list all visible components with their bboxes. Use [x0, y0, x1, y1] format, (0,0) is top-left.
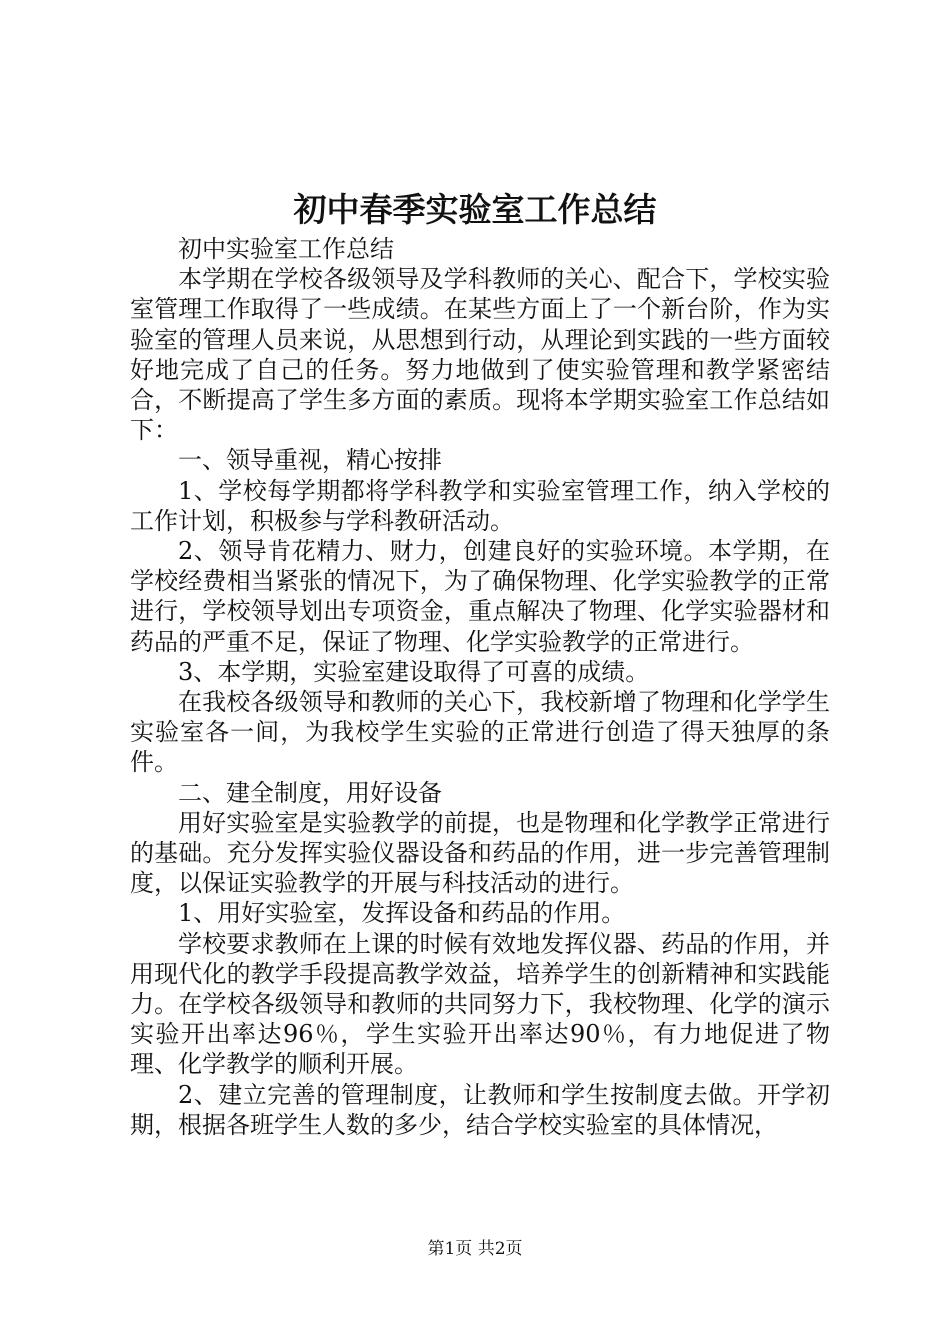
paragraph-item-2-1: 1、用好实验室，发挥设备和药品的作用。 — [178, 899, 626, 928]
paragraph-item-1-3-detail: 在我校各级领导和教师的关心下，我校新增了物理和化学学生实验室各一间，为我校学生实验的正常进行创造了得天独厚的条件。 — [130, 688, 830, 777]
document-body — [130, 234, 830, 1140]
paragraph-intro: 本学期在学校各级领导及学科教师的关心、配合下，学校实验室管理工作取得了一些成绩。在某些方面上了一个新台阶，作为实验室的管理人员来说，从思想到行动，从理论到实践的一些方面较好地完成了自己的任务。努力地做到了使实验管理和教学紧密结合，不断提高了学生多方面的素质。现将本学期实验室工作总结如下： — [130, 265, 830, 445]
paragraph-subtitle: 初中实验室工作总结 — [178, 235, 394, 263]
paragraph-item-1-1: 1、学校每学期都将学科教学和实验室管理工作，纳入学校的工作计划，积极参与学科教研活动。 — [130, 476, 830, 535]
paragraph-item-1-3: 3、本学期，实验室建设取得了可喜的成绩。 — [178, 657, 650, 686]
paragraph-item-2-2: 2、建立完善的管理制度，让教师和学生按制度去做。开学初期，根据各班学生人数的多少，结合学校实验室的具体情况， — [130, 1080, 830, 1139]
document-title: 初中春季实验室工作总结 — [293, 190, 657, 229]
paragraph-section-2-intro: 用好实验室是实验教学的前提，也是物理和化学教学正常进行的基础。充分发挥实验仪器设备和药品的作用，进一步完善管理制度，以保证实验教学的开展与科技活动的进行。 — [130, 808, 830, 898]
paragraph-item-2-1-detail: 学校要求教师在上课的时候有效地发挥仪器、药品的作用，并用现代化的教学手段提高教学效益，培养学生的创新精神和实践能力。在学校各级领导和教师的共同努力下，我校物理、化学的演示实验开出率达96％，学生实验开出率达90％，有力地促进了物理、化学教学的顺利开展。 — [130, 929, 830, 1079]
page-footer: 第1页 共2页 — [427, 1239, 523, 1259]
section-heading-2: 二、建全制度，用好设备 — [178, 778, 442, 807]
section-heading-1: 一、领导重视，精心按排 — [178, 446, 442, 475]
paragraph-item-1-2: 2、领导肯花精力、财力，创建良好的实验环境。本学期，在学校经费相当紧张的情况下，为了确保物理、化学实验教学的正常进行，学校领导划出专项资金，重点解决了物理、化学实验器材和药品的严重不足，保证了物理、化学实验教学的正常进行。 — [130, 537, 830, 656]
